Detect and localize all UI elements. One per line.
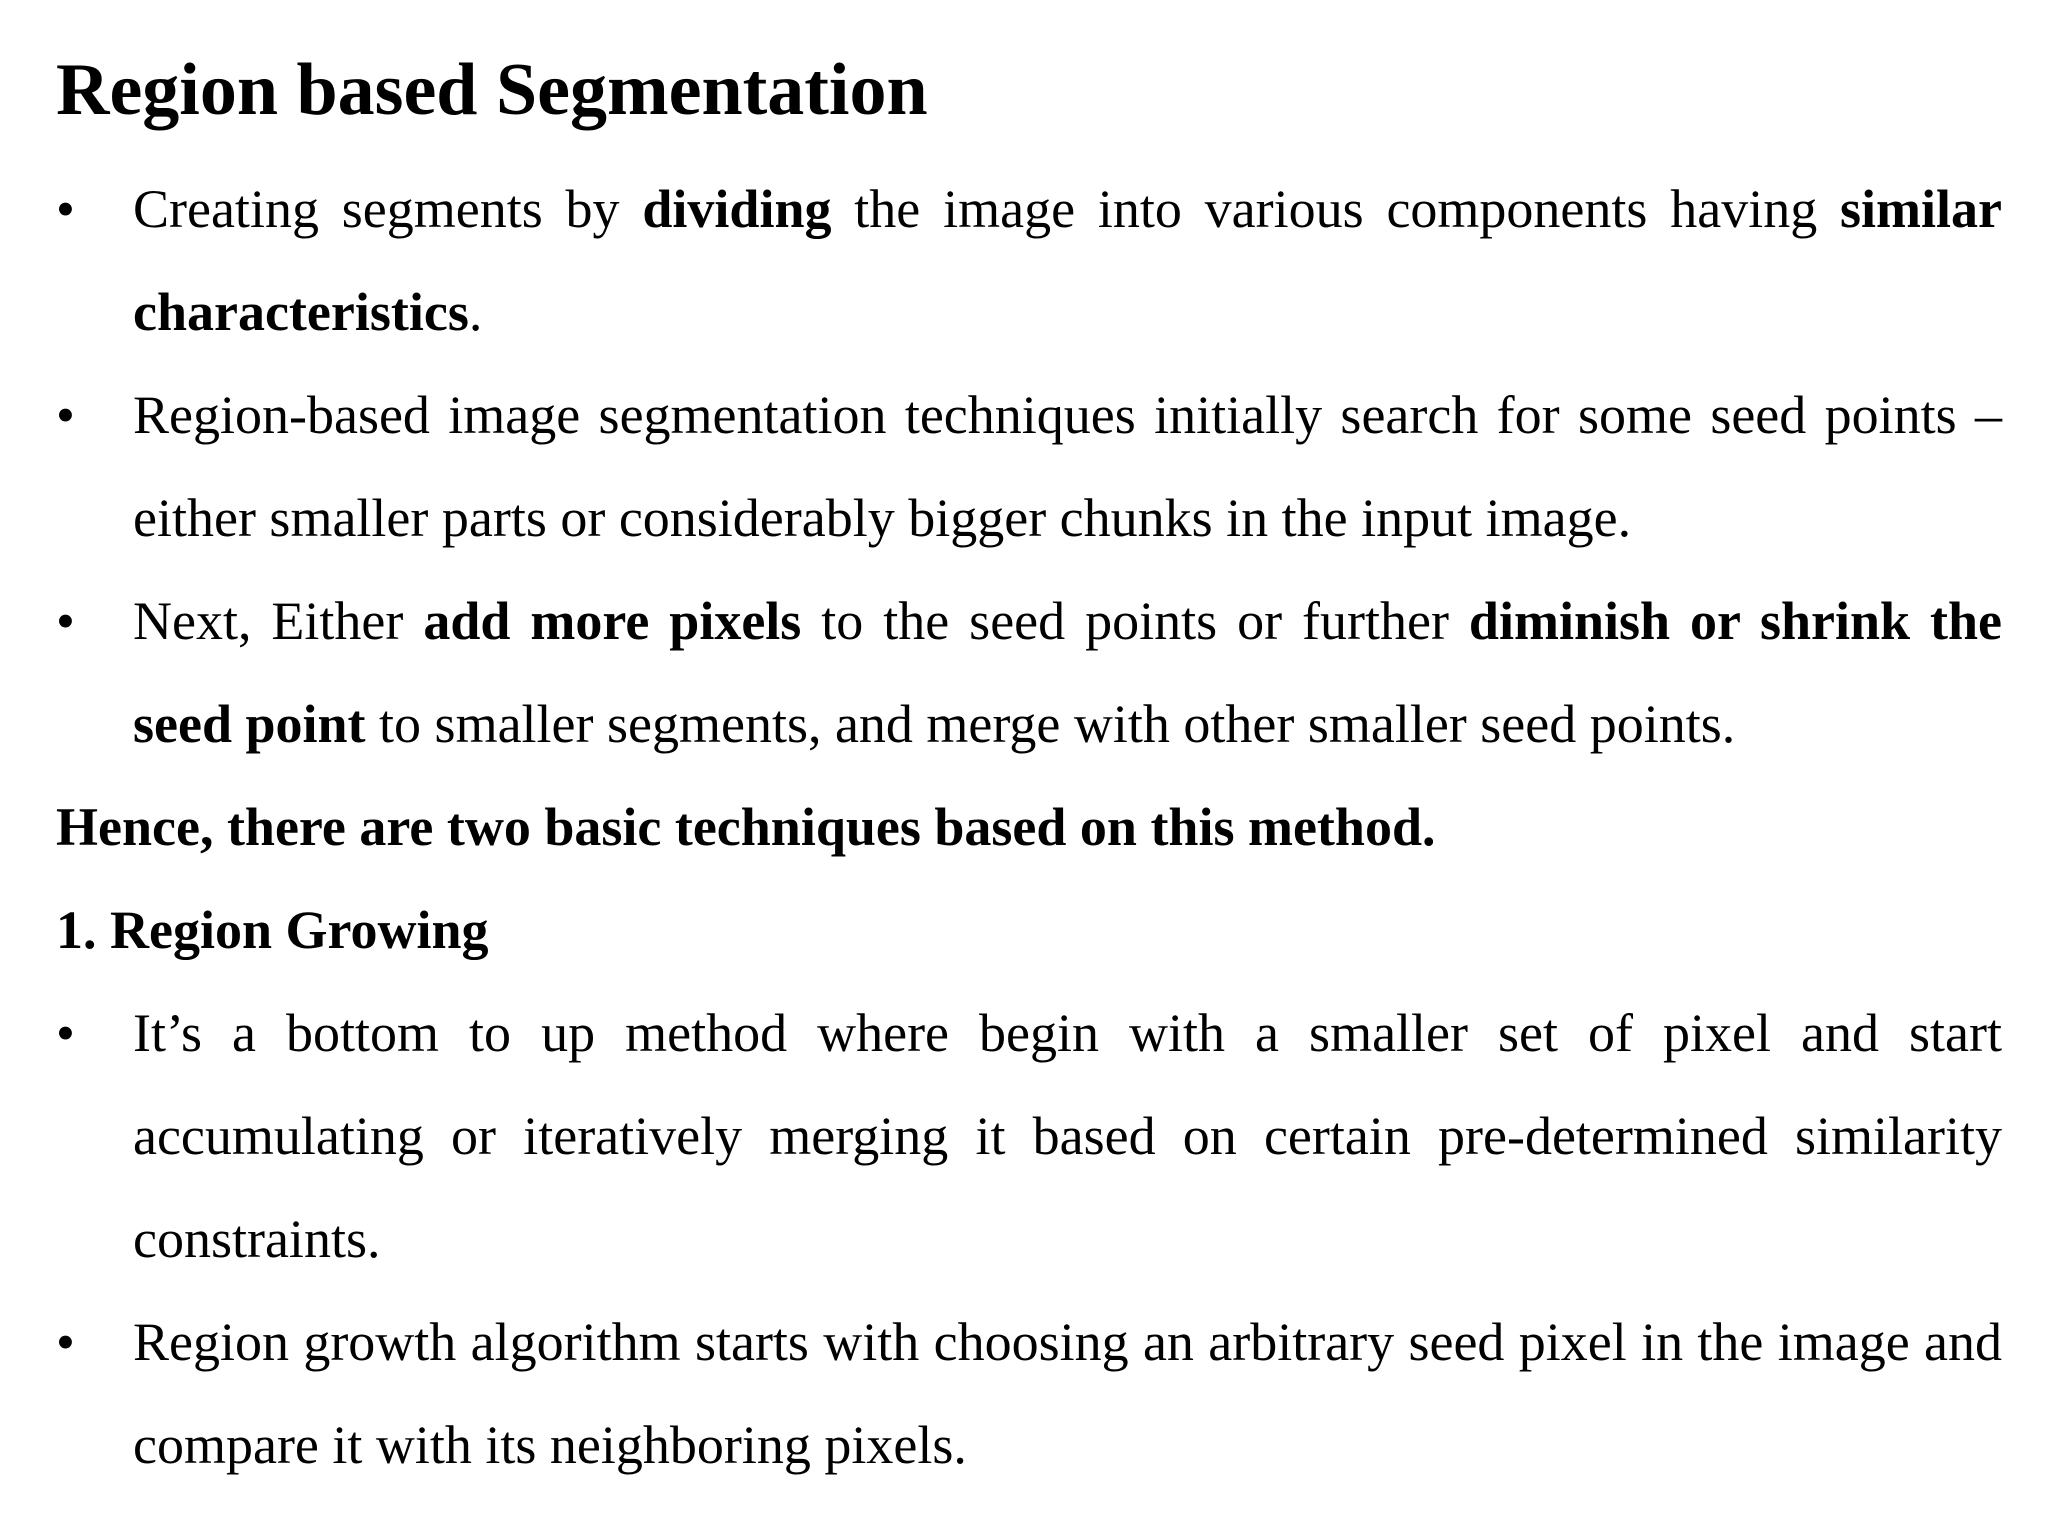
section-heading-region-growing: 1. Region Growing	[56, 900, 489, 960]
bold-text: similar characteristics	[133, 179, 2003, 342]
body-text: Region-based image segmentation techniques initially search for some seed points – either smaller parts or considerably bigger chunks in the input image.	[133, 385, 2002, 548]
bullet-item	[56, 982, 2002, 1291]
bullet-dot: •	[56, 591, 75, 651]
bullet-dot: •	[56, 1312, 75, 1372]
body-text: .	[468, 282, 483, 342]
bold-text: dividing	[642, 179, 832, 239]
bold-text: diminish or shrink the seed point	[133, 591, 2002, 754]
bullet-dot: •	[56, 385, 75, 445]
summary-line: Hence, there are two basic techniques based on this method.	[56, 797, 1436, 857]
bullet-item	[56, 158, 2002, 364]
body-text: the image into various components having	[831, 179, 1841, 239]
region-growing-bullet-list	[56, 982, 2002, 1497]
bullet-item	[56, 570, 2002, 776]
body-text: Region growth algorithm starts with choosing an arbitrary seed pixel in the image and compare it with its neighboring pixels.	[133, 1312, 2002, 1475]
bullet-item	[56, 364, 2002, 570]
body-text: to the seed points or further	[801, 591, 1469, 651]
body-text: Creating segments by	[133, 179, 643, 239]
body-text: to smaller segments, and merge with other smaller seed points.	[365, 694, 1736, 754]
body-text: It’s a bottom to up method where begin with a smaller set of pixel and start accumulating or iteratively merging it based on certain pre-determined similarity constraints.	[133, 1003, 2002, 1269]
document-page	[56, 40, 2002, 1497]
body-text: Next, Either	[133, 591, 424, 651]
bullet-item	[56, 1291, 2002, 1497]
bold-text: add more pixels	[423, 591, 802, 651]
page-title: Region based Segmentation	[56, 49, 928, 131]
bullet-dot: •	[56, 179, 75, 239]
bullet-dot: •	[56, 1003, 75, 1063]
intro-bullet-list	[56, 158, 2002, 776]
